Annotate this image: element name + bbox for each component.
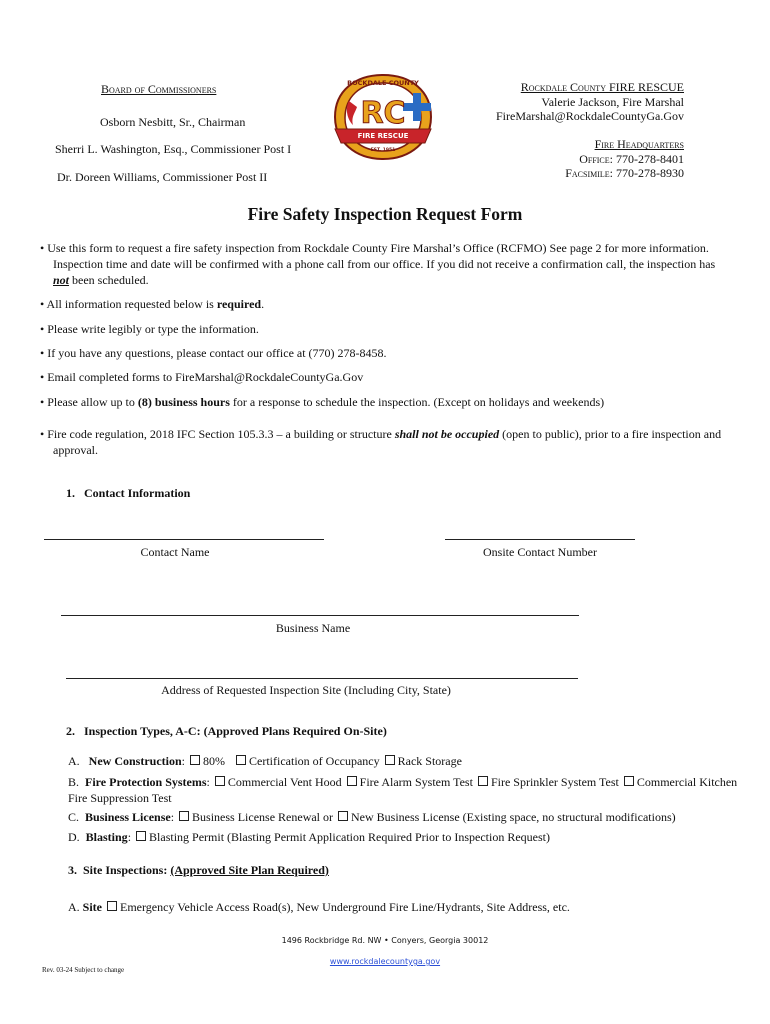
fire-rescue-logo <box>327 73 439 163</box>
checkbox-80-percent[interactable] <box>190 755 200 765</box>
inspection-address-field[interactable] <box>66 678 578 679</box>
onsite-contact-number-field[interactable] <box>445 539 635 540</box>
onsite-contact-number-label: Onsite Contact Number <box>483 545 597 559</box>
fire-rescue-seal-icon <box>327 73 439 163</box>
checkbox-site-inspection[interactable] <box>107 901 117 911</box>
instruction-item: • Please write legibly or type the information. <box>40 322 259 336</box>
section-3-heading: 3. Site Inspections: (Approved Site Plan Required) <box>68 863 329 877</box>
fire-marshal-email: FireMarshal@RockdaleCountyGa.Gov <box>495 109 684 123</box>
inspection-type-a: A. New Construction: 80% Certification of Occupancy Rack Storage <box>68 754 462 768</box>
commissioner-post-1: Sherri L. Washington, Esq., Commissioner Post I <box>55 142 292 156</box>
dept-name: Rockdale County FIRE RESCUE <box>520 80 684 94</box>
checkbox-rack-storage[interactable] <box>385 755 395 765</box>
checkbox-fire-alarm-system-test[interactable] <box>347 776 357 786</box>
inspection-type-c: C. Business License: Business License Renewal or New Business License (Existing space, no structural modifications) <box>68 810 676 824</box>
checkbox-business-license-renewal[interactable] <box>179 811 189 821</box>
fire-marshal-name: Valerie Jackson, Fire Marshal <box>541 95 684 109</box>
checkbox-new-business-license[interactable] <box>338 811 348 821</box>
svg-text:EST. 1951: EST. 1951 <box>370 148 396 153</box>
instruction-item: • Email completed forms to FireMarshal@RockdaleCountyGa.Gov <box>40 370 364 384</box>
inspection-type-d: D. Blasting: Blasting Permit (Blasting Permit Application Required Prior to Inspection Request) <box>68 830 550 844</box>
business-name-field[interactable] <box>61 615 579 616</box>
chairman: Osborn Nesbitt, Sr., Chairman <box>100 115 246 129</box>
revision-note: Rev. 03-24 Subject to change <box>42 966 125 974</box>
business-name-label: Business Name <box>275 621 351 635</box>
svg-text:ROCKDALE COUNTY: ROCKDALE COUNTY <box>347 79 419 87</box>
contact-name-field[interactable] <box>44 539 324 540</box>
checkbox-kitchen-fire-suppression-test[interactable] <box>624 776 634 786</box>
section-2-heading: 2. Inspection Types, A-C: (Approved Plans Required On-Site) <box>66 724 387 738</box>
office-phone: Office: 770-278-8401 <box>579 152 684 166</box>
instruction-item: • If you have any questions, please contact our office at (770) 278-8458. <box>40 346 387 360</box>
site-inspection-a: A. Site Emergency Vehicle Access Road(s), New Underground Fire Line/Hydrants, Site Address, etc. <box>68 900 570 914</box>
county-website-link[interactable]: www.rockdalecountyga.gov <box>329 957 441 966</box>
instruction-item: • All information requested below is required. <box>40 297 265 311</box>
svg-text:FIRE RESCUE: FIRE RESCUE <box>357 132 409 140</box>
inspection-address-label: Address of Requested Inspection Site (Including City, State) <box>161 683 451 697</box>
inspection-type-b: B. Fire Protection Systems: Commercial Vent Hood Fire Alarm System Test Fire Sprinkler System Test Commercial Kitchen Fire Suppression Test <box>68 775 738 805</box>
instruction-item: • Please allow up to (8) business hours for a response to schedule the inspection. (Except on holidays and weekends) <box>40 395 605 409</box>
instruction-item: • Fire code regulation, 2018 IFC Section 105.3.3 – a building or structure shall not be occupied (open to public), prior to a fire inspection and approval. <box>40 427 722 457</box>
instruction-item: • Use this form to request a fire safety inspection from Rockdale County Fire Marshal’s Office (RCFMO) See page 2 for more information. Inspection time and date will be confirmed with a phone call from our office. If you did not receive a confirmation call, the inspection has not been scheduled. <box>40 241 716 287</box>
checkbox-fire-sprinkler-system-test[interactable] <box>478 776 488 786</box>
board-title: Board of Commissioners <box>101 82 217 96</box>
svg-text:RC: RC <box>360 96 406 131</box>
checkbox-commercial-vent-hood[interactable] <box>215 776 225 786</box>
commissioner-post-2: Dr. Doreen Williams, Commissioner Post II <box>57 170 268 184</box>
form-title: Fire Safety Inspection Request Form <box>247 204 523 224</box>
fire-hq-title: Fire Headquarters <box>594 137 684 151</box>
section-1-heading: 1. Contact Information <box>66 486 191 500</box>
contact-name-label: Contact Name <box>140 545 210 559</box>
fax-number: Facsimile: 770-278-8930 <box>565 166 684 180</box>
checkbox-certification-of-occupancy[interactable] <box>236 755 246 765</box>
footer-address: 1496 Rockbridge Rd. NW • Conyers, Georgia 30012 <box>281 936 489 945</box>
checkbox-blasting-permit[interactable] <box>136 831 146 841</box>
